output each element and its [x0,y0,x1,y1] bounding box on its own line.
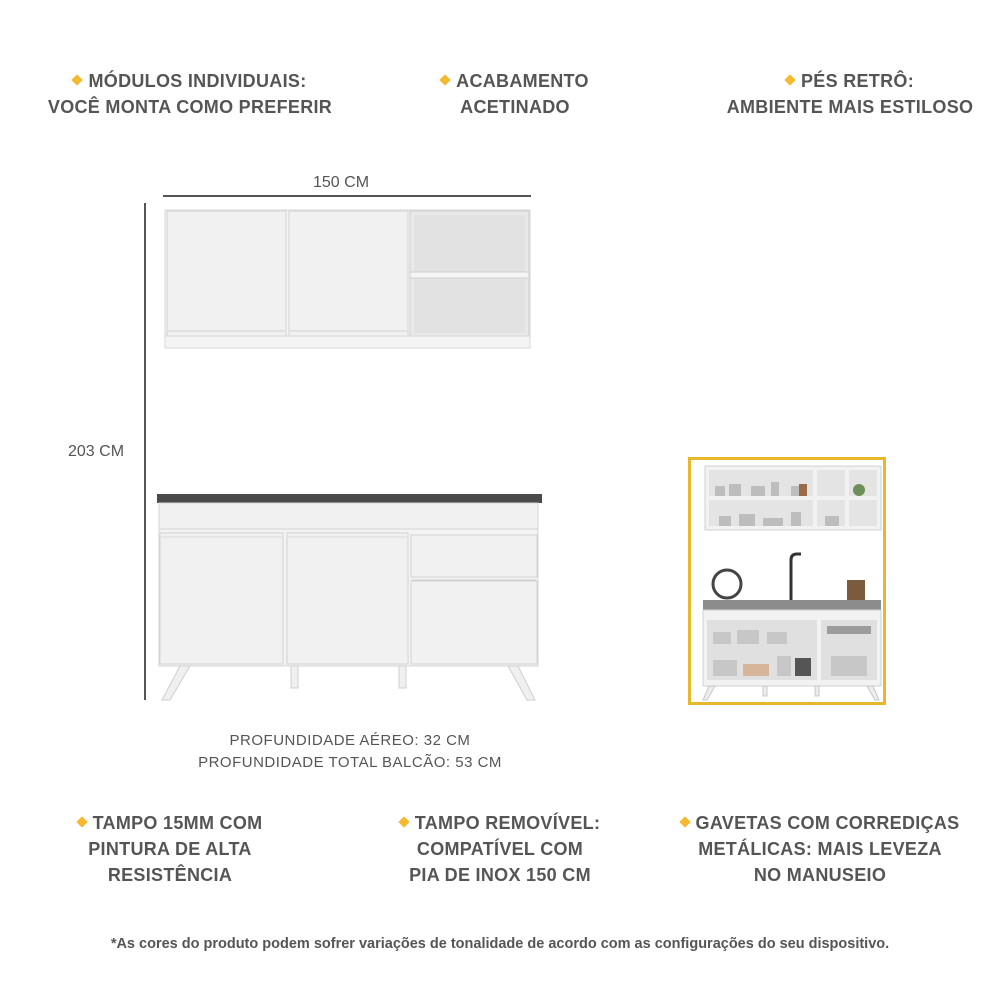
feature-modulos-individuais: MÓDULOS INDIVIDUAIS: VOCÊ MONTA COMO PREFERIR [47,71,333,117]
diamond-bullet-icon [398,817,409,828]
feature-gavetas-correcicas: GAVETAS COM CORREDIÇAS METÁLICAS: MAIS LEVEZA NO MANUSEIO [665,810,975,888]
depth-base-label: PROFUNDIDADE TOTAL BALCÃO: 53 CM [198,754,502,771]
base-door-left [160,533,283,664]
height-dimension-label: 203 CM [68,443,125,460]
upper-door-left [167,211,286,336]
retro-leg-left [162,666,190,700]
drawer-bottom [411,581,537,664]
base-cabinet [157,494,542,700]
diamond-bullet-icon [76,817,87,828]
color-disclaimer-footnote: *As cores do produto podem sofrer variações de tonalidade de acordo com as configurações do seu dispositivo. [110,936,890,952]
feature-acabamento-acetinado: ACABAMENTO ACETINADO [410,68,620,120]
width-dimension-label: 150 CM [313,174,370,191]
feature-tampo-removivel: TAMPO REMOVÍVEL: COMPATÍVEL COM PIA DE INOX 150 CM [380,810,620,888]
countertop [157,494,542,503]
retro-leg-right [508,666,535,700]
kitchen-photo-illustration [691,460,883,702]
product-photo [688,457,886,705]
base-door-middle [287,533,408,664]
upper-shelf [410,272,529,278]
depth-info [140,730,560,774]
drawer-top [411,535,537,577]
depth-upper-label: PROFUNDIDADE AÉREO: 32 CM [229,732,471,749]
feature-tampo-15mm: TAMPO 15MM COM PINTURA DE ALTA RESISTÊNCIA [50,810,290,888]
leg-middle-right [399,666,406,688]
upper-door-middle [289,211,408,336]
leg-middle-left [291,666,298,688]
diamond-bullet-icon [679,817,690,828]
feature-pes-retro: PÉS RETRÔ: AMBIENTE MAIS ESTILOSO [726,71,974,117]
upper-cabinet [165,210,530,348]
